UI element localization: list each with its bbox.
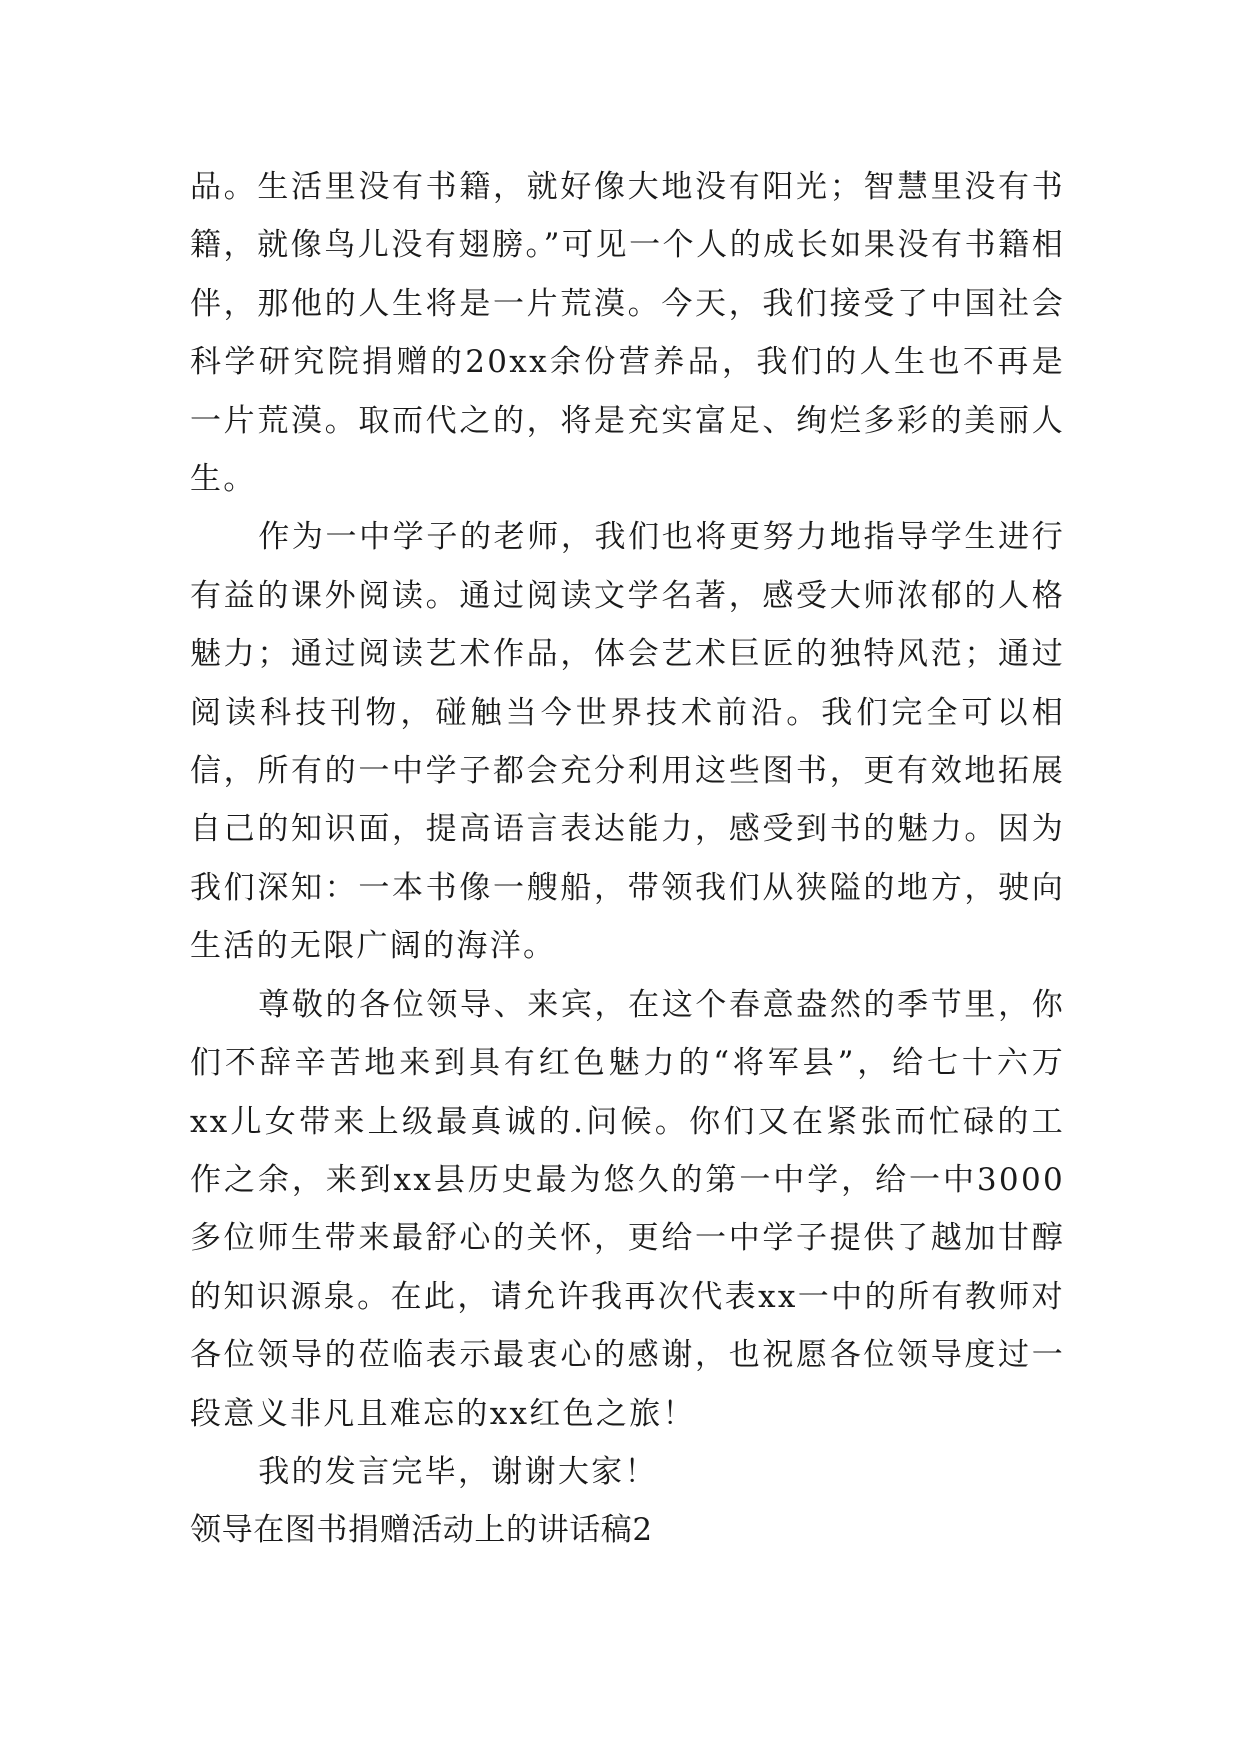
- document-body: [190, 158, 1065, 1560]
- paragraph-continued: 品。生活里没有书籍，就好像大地没有阳光；智慧里没有书籍，就像鸟儿没有翅膀。”可见一个人的成长如果没有书籍相伴，那他的人生将是一片荒漠。今天，我们接受了中国社会科学研究院捐赠的20xx余份营养品，我们的人生也不再是一片荒漠。取而代之的，将是充实富足、绚烂多彩的美丽人生。: [190, 169, 1065, 498]
- paragraph-thanks: 尊敬的各位领导、来宾，在这个春意盎然的季节里，你们不辞辛苦地来到具有红色魅力的“将军县”，给七十六万xx儿女带来上级最真诚的.问候。你们又在紧张而忙碌的工作之余，来到xx县历史最为悠久的第一中学，给一中3000多位师生带来最舒心的关怀，更给一中学子提供了越加甘醇的知识源泉。在此，请允许我再次代表xx一中的所有教师对各位领导的莅临表示最衷心的感谢，也祝愿各位领导度过一段意义非凡且难忘的xx红色之旅！: [190, 986, 1065, 1432]
- next-section-title: 领导在图书捐赠活动上的讲话稿2: [190, 1512, 653, 1549]
- paragraph-teachers: 作为一中学子的老师，我们也将更努力地指导学生进行有益的课外阅读。通过阅读文学名著，感受大师浓郁的人格魅力；通过阅读艺术作品，体会艺术巨匠的独特风范；通过阅读科技刊物，碰触当今世界技术前沿。我们完全可以相信，所有的一中学子都会充分利用这些图书，更有效地拓展自己的知识面，提高语言表达能力，感受到书的魅力。因为我们深知：一本书像一艘船，带领我们从狭隘的地方，驶向生活的无限广阔的海洋。: [190, 519, 1065, 965]
- paragraph-closing: 我的发言完毕，谢谢大家！: [258, 1453, 658, 1490]
